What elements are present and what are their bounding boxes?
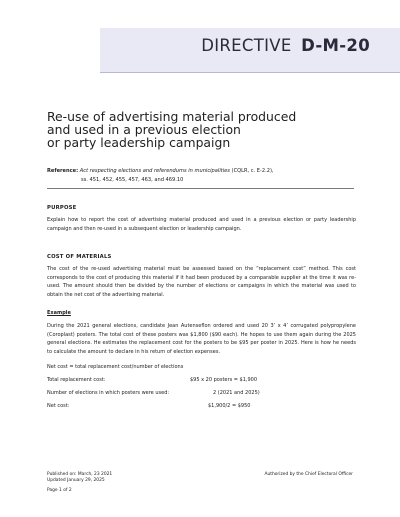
reference-sections: ss. 451, 452, 455, 457, 463, and 469.10 [81,176,184,183]
reference-cite: (CQLR, c. E-2.2), [231,168,274,174]
published-date: Published on: March, 23 2021 [47,472,113,477]
title-line: and used in a previous election [47,122,241,137]
example-text: During the 2021 general elections, candidate Jean Autenseflon ordered and used 20 3’ x 4’ corrugated polypropylene (Coroplast) posters. The total cost of these posters was $1,800 ($90 each). He hopes to use them again during the 2025 general elections. He estimates the replacement cost for the posters to be $95 per poster in 2025. Here is how he needs to calculate the amount to declare in his return of election expenses. [47,323,356,356]
purpose-heading: PURPOSE [47,205,77,211]
calc-row-label: Net cost: [47,403,70,409]
document-title [47,110,347,149]
footer-dates [47,472,112,484]
reference-label: Reference: [47,168,79,174]
calc-row-label: Number of elections in which posters were used: [47,390,170,396]
title-line: or party leadership campaign [47,135,231,150]
authorized-by: Authorized by the Chief Electoral Officer [264,472,353,477]
reference-block [47,167,367,184]
calc-row-value: $95 x 20 posters = $1,900 [190,377,258,383]
reference-act: Act respecting elections and referendums in municipalities [79,168,230,174]
calc-row-value: 2 (2021 and 2025) [213,390,260,396]
net-cost-formula: Net cost = total replacement cost/number of elections [47,364,184,370]
directive-label: DIRECTIVE [201,36,292,55]
title-line: Re-use of advertising material produced [47,109,297,124]
updated-date: Updated January 29, 2025 [47,478,105,483]
directive-code: D-M-20 [301,36,370,55]
directive-title [201,36,370,55]
calc-row-label: Total replacement cost: [47,377,106,383]
calc-row-value: $1,900/2 = $950 [208,403,251,409]
cost-text: The cost of the re-used advertising material must be assessed based on the “replacement cost” method. This cost corresponds to the cost of producing this material if it had been produced by a comparable supplier at the time it was re-used. The amount should then be divided by the number of elections or campaigns in which the material was used to obtain the net cost of the advertising material. [47,266,356,299]
page-number: Page 1 of 2 [47,488,72,493]
purpose-text: Explain how to report the cost of advertising material produced and used in a previous election or party leadership campaign and then re-used in a subsequent election or leadership campaign. [47,217,356,232]
example-heading: Example [47,310,71,316]
cost-heading: COST OF MATERIALS [47,254,112,260]
divider [47,188,354,189]
